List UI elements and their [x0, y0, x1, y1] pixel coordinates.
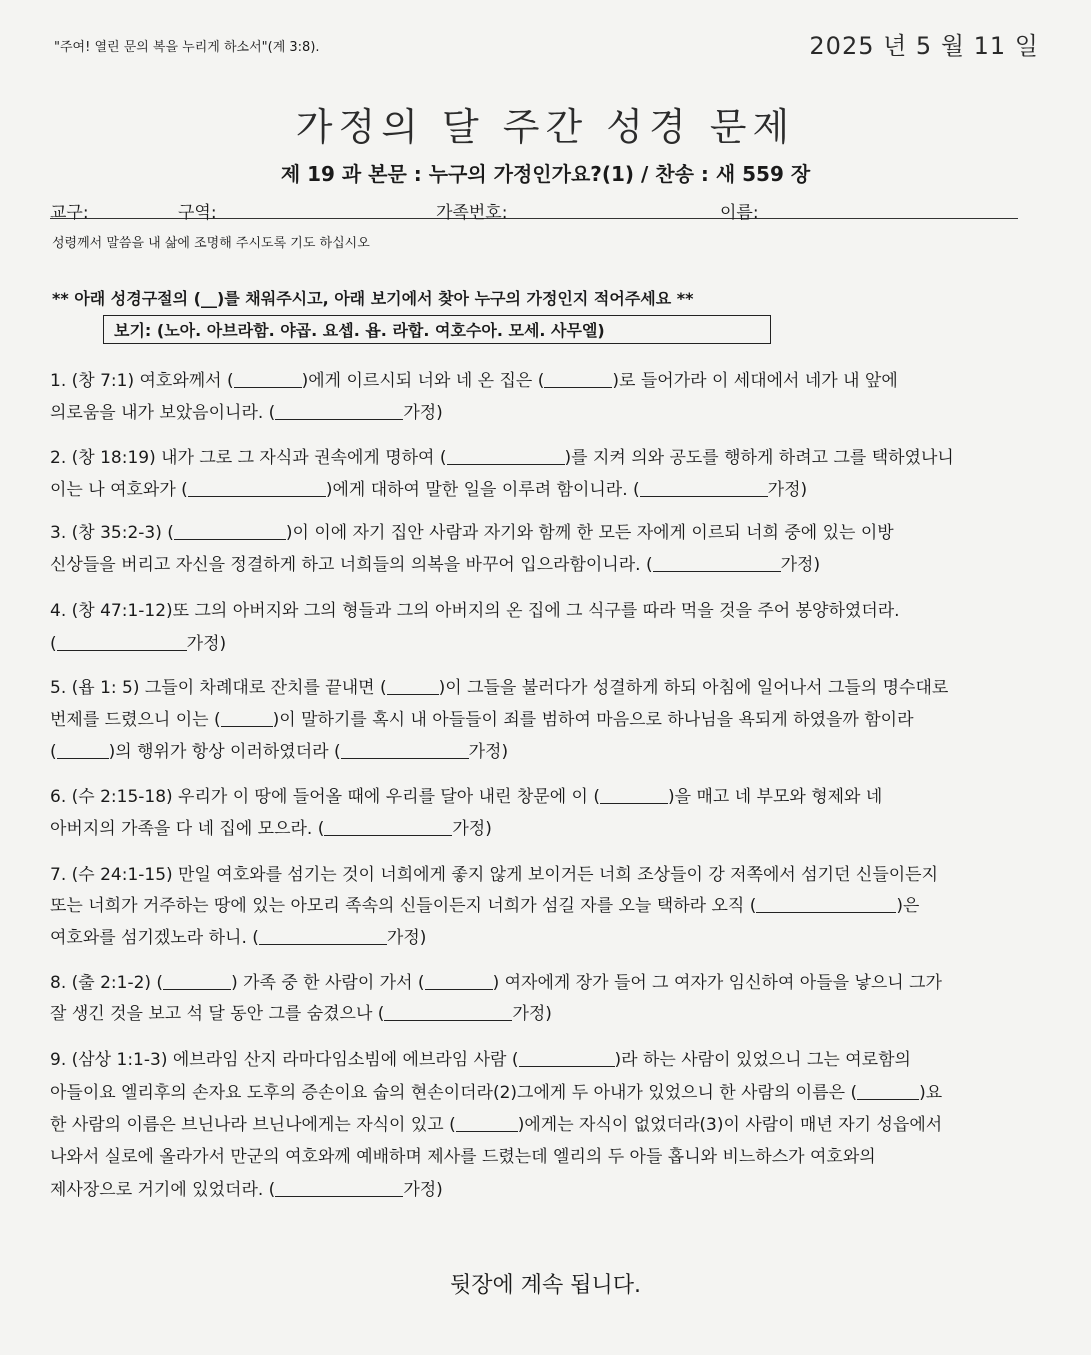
family-blank [324, 819, 452, 836]
q7-line3: 여호와를 섬기겠노라 하니. ( 가정) [50, 928, 427, 948]
q6-line2: 아버지의 가족을 다 네 집에 모으라. ( 가정) [50, 819, 492, 839]
q9-line5: 제사장으로 거기에 있었더라. ( 가정) [50, 1180, 443, 1200]
church-field: 교구: [50, 203, 89, 223]
answer-blank [456, 1115, 518, 1132]
answer-blank [519, 1050, 615, 1067]
answer-blank [544, 371, 612, 388]
continued-note: 뒷장에 계속 됩니다. [450, 1273, 641, 1298]
family-blank [259, 928, 387, 945]
answer-blank [600, 787, 668, 804]
q7-line1: 7. (수 24:1-15) 만일 여호와를 섬기는 것이 너희에게 좋지 않게 보이거든 너희 조상들이 강 저쪽에서 섬기던 신들이든지 [50, 865, 939, 885]
q5-line2: 번제를 드렸으니 이는 ( )이 말하기를 혹시 내 아들들이 죄를 범하여 마음으로 하나님을 욕되게 하였을까 함이라 [50, 710, 914, 730]
instruction: ** 아래 성경구절의 (__)를 채워주시고, 아래 보기에서 찾아 누구의 가정인지 적어주세요 ** [52, 289, 694, 308]
motto: "주여! 열린 문의 복을 누리게 하소서"(계 3:8). [54, 40, 320, 55]
answer-blank [425, 973, 493, 990]
q9-line4: 나와서 실로에 올라가서 만군의 여호와께 예배하며 제사를 드렸는데 엘리의 두 아들 홉니와 비느하스가 여호와의 [50, 1147, 876, 1167]
family-blank [653, 555, 781, 572]
answer-blank [174, 523, 286, 540]
page-title: 가정의 달 주간 성경 문제 [295, 105, 796, 149]
family-blank [57, 634, 187, 651]
q4-line2: ( 가정) [50, 634, 227, 654]
q4-line1: 4. (창 47:1-12)또 그의 아버지와 그의 형들과 그의 아버지의 온 집에 그 식구를 따라 먹을 것을 주어 봉양하였더라. [50, 601, 900, 621]
q1-line1: 1. (창 7:1) 여호와께서 ( )에게 이르시되 너와 네 온 집은 ( )로 들어가라 이 세대에서 네가 내 앞에 [50, 371, 898, 391]
q8-line2: 잘 생긴 것을 보고 석 달 동안 그를 숨겼으나 ( 가정) [50, 1004, 552, 1024]
answer-blank [234, 371, 302, 388]
family-blank [640, 480, 768, 497]
answer-blank [756, 896, 896, 913]
answer-blank [163, 973, 231, 990]
q9-line1: 9. (삼상 1:1-3) 에브라임 산지 라마다임소빔에 에브라임 사람 ( )라 하는 사람이 있었으니 그는 여로함의 [50, 1050, 911, 1070]
family-number-field: 가족번호: [436, 203, 508, 223]
q2-line2: 이는 나 여호와가 ( )에게 대하여 말한 일을 이루려 함이니라. ( 가정) [50, 480, 808, 500]
q5-line1: 5. (욥 1: 5) 그들이 차례대로 잔치를 끝내면 ( )이 그들을 불러다가 성결하게 하되 아침에 일어나서 그들의 명수대로 [50, 678, 949, 698]
answer-blank [188, 480, 326, 497]
q8-line1: 8. (출 2:1-2) ( ) 가족 중 한 사람이 가서 ( ) 여자에게 장가 들어 그 여자가 임신하여 아들을 낳으니 그가 [50, 973, 942, 993]
q9-line2: 아들이요 엘리후의 손자요 도후의 증손이요 숩의 현손이더라(2)그에게 두 아내가 있었으니 한 사람의 이름은 ( )요 [50, 1083, 943, 1103]
answer-blank [57, 742, 109, 759]
family-blank [384, 1004, 512, 1021]
q2-line1: 2. (창 18:19) 내가 그로 그 자식과 권속에게 명하여 ( )를 지켜 의와 공도를 행하게 하려고 그를 택하였나니 [50, 448, 954, 468]
choices-box: 보기: (노아. 아브라함. 야곱. 요셉. 욥. 라합. 여호수아. 모세. 사무엘) [103, 315, 771, 344]
answer-blank [447, 448, 565, 465]
q3-line2: 신상들을 버리고 자신을 정결하게 하고 너희들의 의복을 바꾸어 입으라함이니라. ( 가정) [50, 555, 821, 575]
q6-line1: 6. (수 2:15-18) 우리가 이 땅에 들어올 때에 우리를 달아 내린 창문에 이 ( )을 매고 네 부모와 형제와 네 [50, 787, 883, 807]
q3-line1: 3. (창 35:2-3) ( )이 이에 자기 집안 사람과 자기와 함께 한 모든 자에게 이르되 너희 중에 있는 이방 [50, 523, 894, 543]
name-field: 이름: [720, 203, 759, 223]
district-field: 구역: [178, 203, 217, 223]
answer-blank [857, 1083, 919, 1100]
family-blank [275, 1180, 403, 1197]
lesson-line: 제 19 과 본문 : 누구의 가정인가요?(1) / 찬송 : 새 559 장 [280, 162, 811, 186]
date: 2025 년 5 월 11 일 [809, 32, 1039, 60]
answer-blank [221, 710, 273, 727]
info-row [50, 198, 1018, 223]
family-blank [341, 742, 469, 759]
q5-line3: ( )의 행위가 항상 이러하였더라 ( 가정) [50, 742, 509, 762]
q7-line2: 또는 너희가 거주하는 땅에 있는 아모리 족속의 신들이든지 너희가 섬길 자를 오늘 택하라 오직 ( )은 [50, 896, 920, 916]
q9-line3: 한 사람의 이름은 브닌나라 브닌나에게는 자식이 있고 ( )에게는 자식이 없었더라(3)이 사람이 매년 자기 성읍에서 [50, 1115, 943, 1135]
answer-blank [387, 678, 439, 695]
q1-line2: 의로움을 내가 보았음이니라. ( 가정) [50, 403, 443, 423]
prayer-note: 성령께서 말씀을 내 삶에 조명해 주시도록 기도 하십시오 [52, 236, 370, 251]
family-blank [275, 403, 403, 420]
